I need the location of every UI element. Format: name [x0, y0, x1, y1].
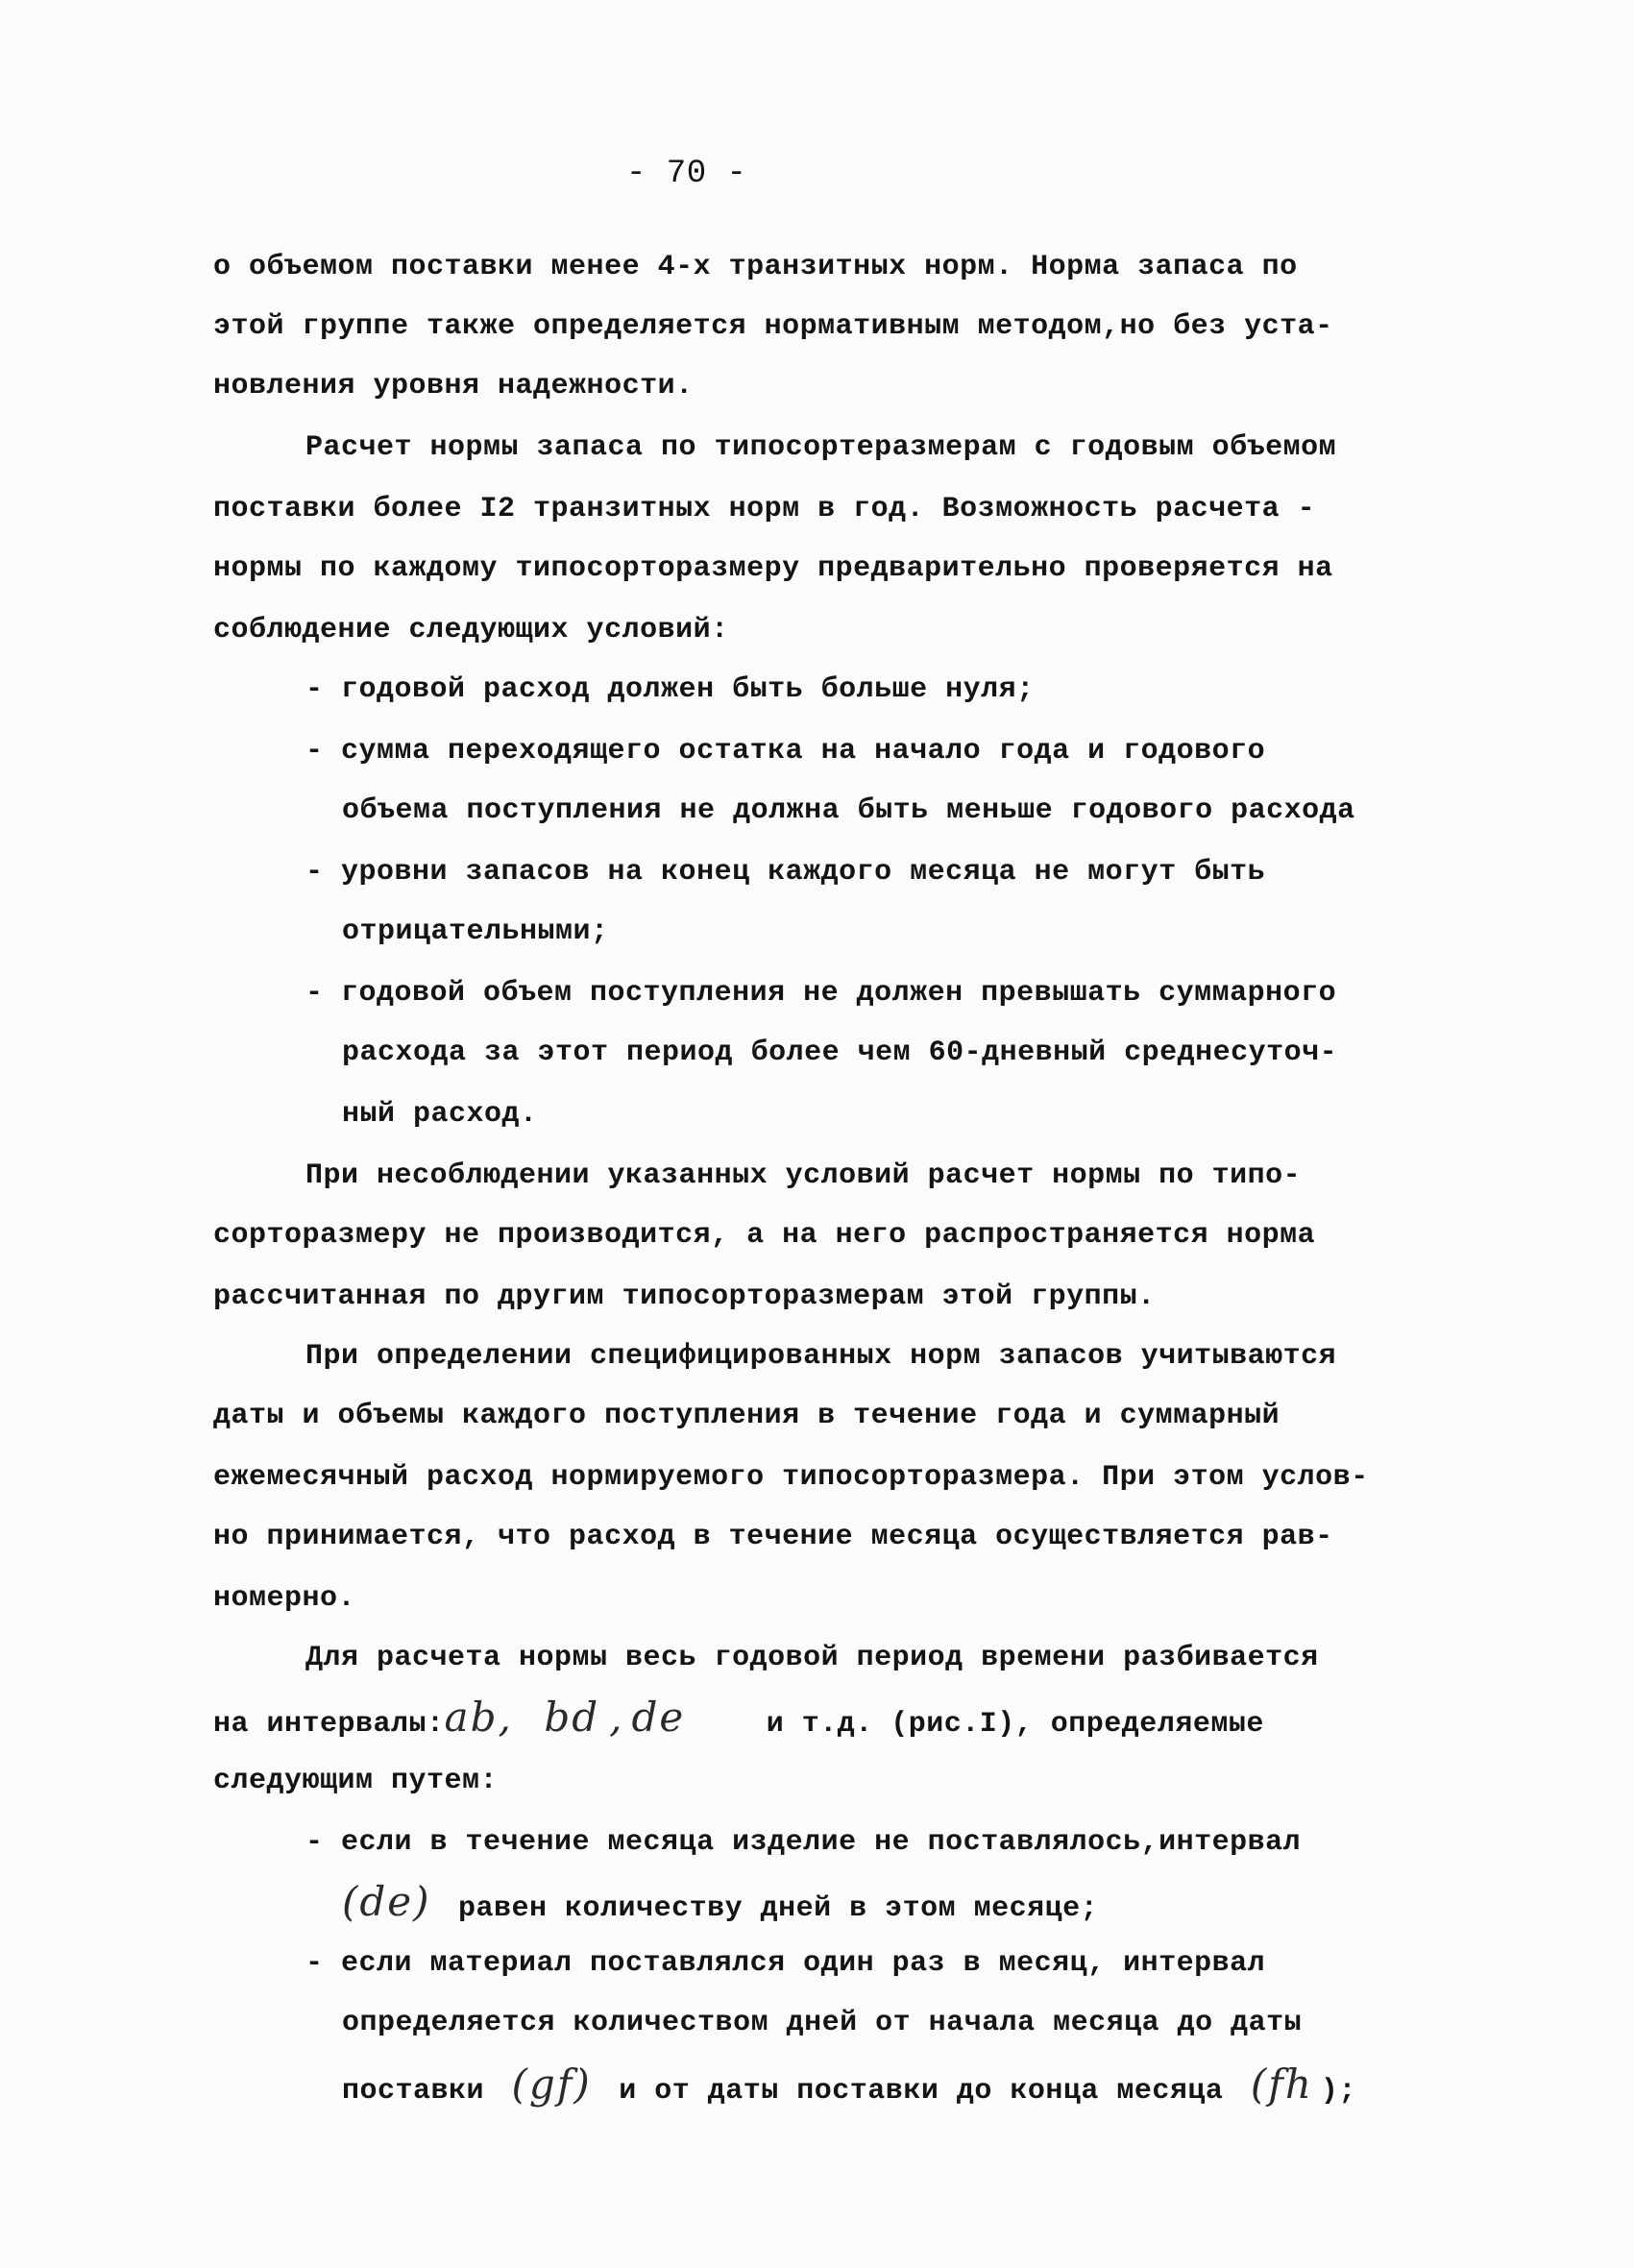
text-line: этой группе также определяется нормативным методом,но без уста- [213, 310, 1333, 343]
text-line: но принимается, что расход в течение месяца осуществляется рав- [213, 1521, 1333, 1553]
list-item: - если материал поставлялся один раз в месяц, интервал [305, 1947, 1266, 1980]
list-item-text: ); [1320, 2075, 1356, 2108]
handwritten-interval-de-paren: (de) [342, 1878, 431, 1925]
list-item: - годовой расход должен быть больше нуля; [305, 673, 1035, 706]
list-item: - годовой объем поступления не должен превышать суммарного [305, 977, 1337, 1010]
text-line: о объемом поставки менее 4-х транзитных норм. Норма запаса по [213, 251, 1298, 283]
text-line: новления уровня надежности. [213, 370, 694, 402]
list-item-continuation: ный расход. [342, 1098, 538, 1131]
list-item-continuation: отрицательными; [342, 915, 609, 948]
handwritten-interval-fh: (fh [1250, 2061, 1313, 2108]
list-item-continuation: определяется количеством дней от начала месяца до даты [342, 2007, 1303, 2039]
text-line: следующим путем: [213, 1765, 499, 1797]
text-line: рассчитанная по другим типосорторазмерам этой группы. [213, 1280, 1156, 1313]
text-line: нормы по каждому типосорторазмеру предварительно проверяется на [213, 552, 1333, 585]
list-item-continuation [342, 2061, 1356, 2110]
text-line: даты и объемы каждого поступления в течение года и суммарный [213, 1400, 1280, 1432]
list-item-continuation: объема поступления не должна быть меньше годового расхода [342, 794, 1355, 827]
paragraph-first-line: Для расчета нормы весь годовой период времени разбивается [305, 1642, 1319, 1674]
interval-line [213, 1694, 1264, 1744]
text-line: номерно. [213, 1582, 356, 1615]
text-line: сорторазмеру не производится, а на него распространяется норма [213, 1219, 1316, 1252]
handwritten-interval-bd: bd [544, 1694, 600, 1741]
list-item: - уровни запасов на конец каждого месяца не могут быть [305, 856, 1266, 889]
paragraph-first-line: При несоблюдении указанных условий расчет нормы по типо- [305, 1159, 1302, 1192]
list-item-continuation [342, 1878, 1099, 1928]
handwritten-interval-gf: (gf) [511, 2061, 592, 2108]
interval-suffix: и т.д. (рис.I), определяемые [766, 1708, 1264, 1741]
handwritten-comma: , [609, 1694, 624, 1741]
list-item-text: равен количеству дней в этом месяце; [458, 1892, 1099, 1925]
handwritten-interval-ab: ab, [444, 1694, 513, 1741]
handwritten-interval-de: de [631, 1694, 686, 1741]
text-line: поставки более I2 транзитных норм в год. Возможность расчета - [213, 493, 1316, 525]
list-item: - сумма переходящего остатка на начало года и годового [305, 735, 1266, 768]
list-item: - если в течение месяца изделие не поставлялось,интервал [305, 1826, 1302, 1859]
paragraph-first-line: При определении специфицированных норм запасов учитываются [305, 1340, 1337, 1373]
list-item-text: и от даты поставки до конца месяца [619, 2075, 1224, 2108]
text-line: соблюдение следующих условий: [213, 614, 729, 646]
paragraph-first-line: Расчет нормы запаса по типосортеразмерам с годовым объемом [305, 431, 1337, 464]
interval-prefix: на интервалы: [213, 1708, 445, 1741]
page-number: - 70 - [626, 156, 747, 192]
list-item-continuation: расхода за этот период более чем 60-дневный среднесуточ- [342, 1036, 1338, 1069]
list-item-text: поставки [342, 2075, 485, 2108]
text-line: ежемесячный расход нормируемого типосорторазмера. При этом услов- [213, 1461, 1369, 1494]
